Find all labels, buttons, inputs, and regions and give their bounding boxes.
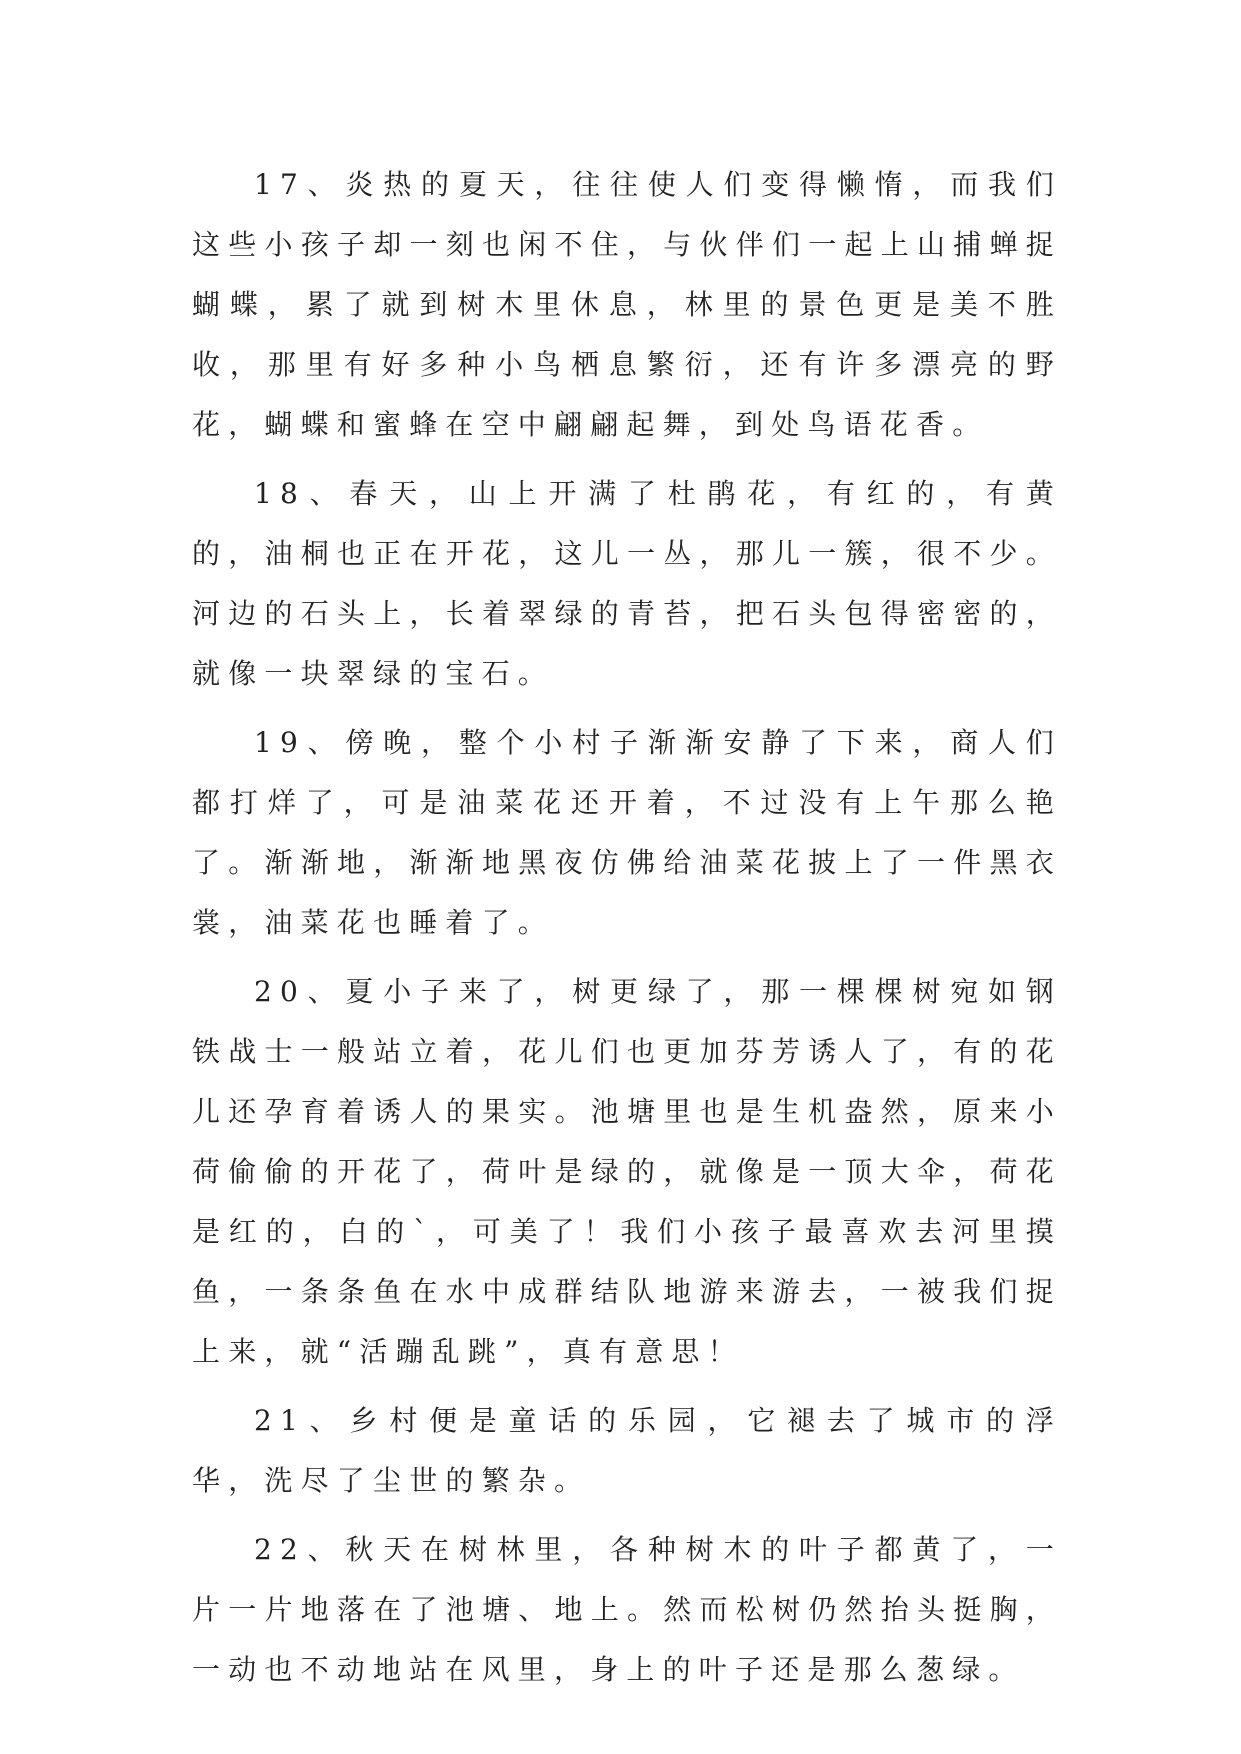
paragraph-20: 20、夏小子来了，树更绿了，那一棵棵树宛如钢铁战士一般站立着，花儿们也更加芬芳诱人了，有的花儿还孕育着诱人的果实。池塘里也是生机盎然，原来小荷偷偷的开花了，荷叶是绿的，就像是一顶大伞，荷花是红的，白的`，可美了！我们小孩子最喜欢去河里摸鱼，一条条鱼在水中成群结队地游来游去，一被我们捉上来，就“活蹦乱跳”，真有意思！ [192,975,1062,1368]
paragraph-18: 18、春天，山上开满了杜鹃花，有红的，有黄的，油桐也正在开花，这儿一丛，那儿一簇，很不少。河边的石头上，长着翠绿的青苔，把石头包得密密的，就像一块翠绿的宝石。 [192,477,1062,690]
document-body [192,155,1062,1709]
paragraph-22: 22、秋天在树林里，各种树木的叶子都黄了，一片一片地落在了池塘、地上。然而松树仍然抬头挺胸，一动也不动地站在风里，身上的叶子还是那么葱绿。 [192,1533,1062,1686]
paragraph-17: 17、炎热的夏天，往往使人们变得懒惰，而我们这些小孩子却一刻也闲不住，与伙伴们一起上山捕蝉捉蝴蝶，累了就到树木里休息，林里的景色更是美不胜收，那里有好多种小鸟栖息繁衍，还有许多漂亮的野花，蝴蝶和蜜蜂在空中翩翩起舞，到处鸟语花香。 [192,168,1062,441]
paragraph-21: 21、乡村便是童话的乐园，它褪去了城市的浮华，洗尽了尘世的繁杂。 [192,1404,1062,1497]
paragraph-19: 19、傍晚，整个小村子渐渐安静了下来，商人们都打烊了，可是油菜花还开着，不过没有上午那么艳了。渐渐地，渐渐地黑夜仿佛给油菜花披上了一件黑衣裳，油菜花也睡着了。 [192,726,1062,939]
